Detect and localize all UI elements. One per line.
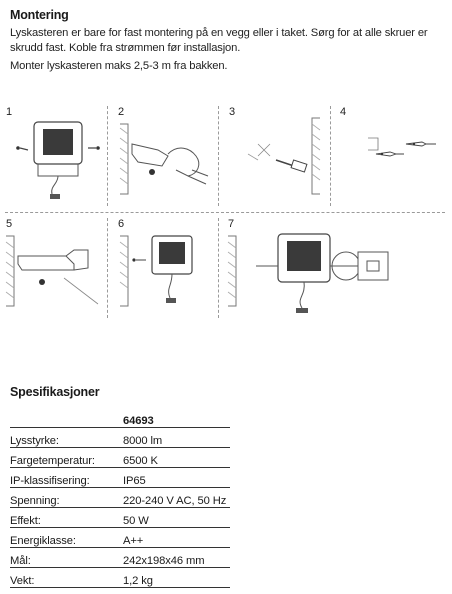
spec-label: Fargetemperatur: <box>10 448 123 468</box>
table-row <box>10 508 230 528</box>
model-number: 64693 <box>123 408 230 428</box>
spec-label: Spenning: <box>10 488 123 508</box>
divider <box>107 218 108 318</box>
spec-value: 6500 K <box>123 448 230 468</box>
mounting-heading: Montering <box>10 8 69 22</box>
table-row <box>10 448 230 468</box>
wall-plug-screw-icon <box>338 114 444 209</box>
spec-label: Lysstyrke: <box>10 428 123 448</box>
mounting-text-line-1: Lyskasteren er bare for fast montering på en vegg eller i taket. Sørg for at alle skruer er <box>10 27 428 39</box>
divider <box>5 212 445 213</box>
step-number: 3 <box>229 106 236 118</box>
floodlight-wired-icon <box>226 226 398 321</box>
divider <box>218 218 219 318</box>
table-cell <box>10 408 123 428</box>
table-row <box>10 428 230 448</box>
spec-value: 1,2 kg <box>123 568 230 588</box>
floodlight-front-icon <box>118 226 218 321</box>
drill-wall-icon <box>118 114 218 209</box>
mounting-text-line-3: Monter lyskasteren maks 2,5-3 m fra bakken. <box>10 60 228 72</box>
specifications-heading: Spesifikasjoner <box>10 385 100 399</box>
installation-steps <box>0 100 452 325</box>
specifications-table <box>10 408 230 588</box>
spec-label: Mål: <box>10 548 123 568</box>
step-number: 7 <box>228 218 235 230</box>
screwdriver-wall-icon <box>228 114 328 209</box>
table-row <box>10 528 230 548</box>
spec-label: Energiklasse: <box>10 528 123 548</box>
mounting-text-line-2: skrudd fast. Koble fra strømmen før installasjon. <box>10 42 241 54</box>
step-number: 1 <box>6 106 13 118</box>
spec-label: Vekt: <box>10 568 123 588</box>
bracket-on-wall-icon <box>4 226 106 321</box>
table-row <box>10 488 230 508</box>
spec-value: 242x198x46 mm <box>123 548 230 568</box>
spec-label: Effekt: <box>10 508 123 528</box>
spec-label: IP-klassifisering: <box>10 468 123 488</box>
table-row <box>10 468 230 488</box>
floodlight-mounting-bracket-icon <box>14 114 104 209</box>
mounting-paragraph <box>10 26 450 74</box>
step-number: 6 <box>118 218 125 230</box>
spec-value: A++ <box>123 528 230 548</box>
table-row <box>10 568 230 588</box>
divider <box>330 106 331 206</box>
spec-value: 220-240 V AC, 50 Hz <box>123 488 230 508</box>
step-number: 4 <box>340 106 347 118</box>
divider <box>107 106 108 206</box>
step-number: 2 <box>118 106 125 118</box>
spec-value: 50 W <box>123 508 230 528</box>
step-number: 5 <box>6 218 13 230</box>
table-row <box>10 548 230 568</box>
spec-value: IP65 <box>123 468 230 488</box>
divider <box>218 106 219 206</box>
spec-value: 8000 lm <box>123 428 230 448</box>
table-row <box>10 408 230 428</box>
